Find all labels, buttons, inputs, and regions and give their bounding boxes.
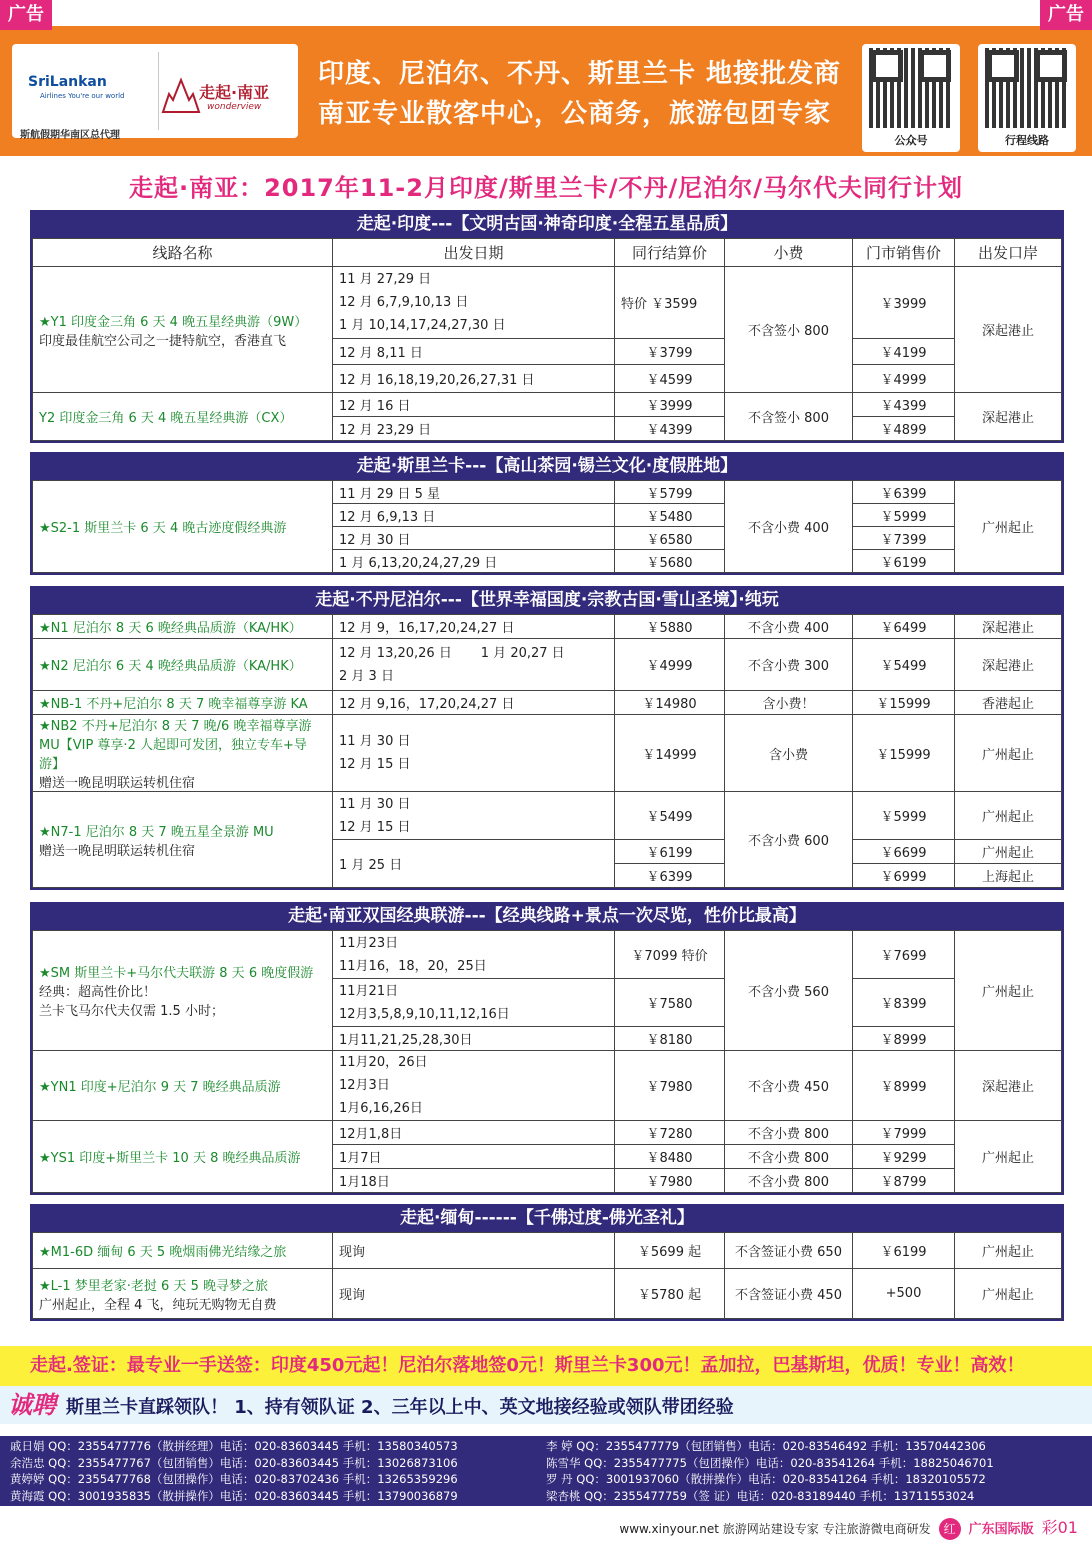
header-banner (0, 26, 1092, 156)
srilanka-table (32, 480, 1062, 573)
dates: 12 月 13,20,26 日 1 月 20,27 日 2 月 3 日 (333, 639, 615, 691)
retail: ￥7399 (853, 527, 955, 550)
retail: ￥4999 (853, 365, 955, 393)
route-sm: ★SM 斯里兰卡+马尔代夫联游 8 天 6 晚度假游 经典：超高性价比！ 兰卡飞马尔代夫仅需 1.5 小时； (33, 931, 333, 1051)
price: ￥5799 (615, 481, 725, 504)
date: 1月7日 (333, 1145, 615, 1169)
port: 深起港止 (955, 267, 1062, 393)
price: ￥5480 (615, 504, 725, 527)
retail: ￥8799 (853, 1169, 955, 1193)
date: 12 月 30 日 (333, 527, 615, 550)
route-nb2: ★NB2 不丹+尼泊尔 8 天 7 晚/6 晚幸福尊享游 MU【VIP 尊享·2 人起即可发团，独立专车+导游】 赠送一晚昆明联运转机住宿 (33, 715, 333, 792)
recruit-text: 斯里兰卡直踩领队！ 1、持有领队证 2、三年以上中、英文地接经验或领队带团经验 (66, 1397, 734, 1418)
retail: ￥6499 (853, 615, 955, 639)
col-date: 出发日期 (333, 239, 615, 267)
col-price: 同行结算价 (615, 239, 725, 267)
col-retail: 门市销售价 (853, 239, 955, 267)
date: 12 月 23,29 日 (333, 417, 615, 441)
retail: +500 (853, 1269, 955, 1319)
tip: 不含签小 800 (725, 393, 853, 441)
route-l1: ★L-1 梦里老家·老挝 6 天 5 晚寻梦之旅 广州起止，全程 4 飞，纯玩无购物无自费 (33, 1269, 333, 1319)
port: 上海起止 (955, 864, 1062, 888)
dates: 11 月 30 日 12 月 15 日 (333, 715, 615, 792)
contact-row: 黄婷婷 QQ：2355477768（包团操作）电话：020-83702436 手机：13265359296 罗 丹 QQ：3001937060（散拼操作）电话：020-83541264 手机：18320105572 (10, 1472, 986, 1486)
retail: ￥7699 (853, 931, 955, 979)
date: 12月1,8日 (333, 1121, 615, 1145)
retail: ￥4899 (853, 417, 955, 441)
date: 1 月 25 日 (333, 840, 615, 888)
section-nepal (30, 614, 1064, 890)
qr-code-routes[interactable] (978, 44, 1076, 152)
retail: ￥8999 (853, 1051, 955, 1121)
page-number: 彩01 (1041, 1518, 1078, 1537)
col-tip: 小费 (725, 239, 853, 267)
retail: ￥6199 (853, 550, 955, 573)
port: 广州起止 (955, 1121, 1062, 1193)
section-myanmar-title: 走起·缅甸------【千佛过度-佛光圣礼】 (30, 1204, 1064, 1232)
tagline (318, 54, 841, 134)
price: ￥7099 特价 (615, 931, 725, 979)
price: ￥5780 起 (615, 1269, 725, 1319)
tip: 不含小费 800 (725, 1145, 853, 1169)
retail: ￥15999 (853, 691, 955, 715)
dates: 11月20，26日 12月3日 1月6,16,26日 (333, 1051, 615, 1121)
brand-mark-icon: 红 (939, 1518, 961, 1540)
section-srilanka (30, 480, 1064, 575)
port: 广州起止 (955, 792, 1062, 840)
section-srilanka-title: 走起·斯里兰卡---【高山茶园·锡兰文化·度假胜地】 (30, 452, 1064, 480)
nepal-table (32, 614, 1062, 888)
section-india (30, 238, 1064, 443)
srilankan-name: SriLankan (28, 74, 107, 90)
price: ￥7280 (615, 1121, 725, 1145)
price: ￥14980 (615, 691, 725, 715)
section-india-title: 走起·印度---【文明古国·神奇印度·全程五星品质】 (30, 210, 1064, 238)
qr2-label: 行程线路 (1005, 134, 1049, 147)
date: 12 月 9,16，17,20,24,27 日 (333, 691, 615, 715)
price: ￥5680 (615, 550, 725, 573)
retail: ￥6999 (853, 864, 955, 888)
retail: ￥5999 (853, 792, 955, 840)
price: ￥5499 (615, 792, 725, 840)
route-n7-1: ★N7-1 尼泊尔 8 天 7 晚五星全景游 MU 赠送一晚昆明联运转机住宿 (33, 792, 333, 888)
dates: 11 月 27,29 日 12 月 6,7,9,10,13 日 1 月 10,14,17,24,27,30 日 (333, 267, 615, 339)
qr-code-wechat[interactable] (862, 44, 960, 152)
tip: 不含签小 800 (725, 267, 853, 393)
tip: 不含签证小费 650 (725, 1233, 853, 1269)
date: 12 月 16 日 (333, 393, 615, 417)
date: 12 月 6,9,13 日 (333, 504, 615, 527)
port: 广州起止 (955, 715, 1062, 792)
dates: 11月21日 12月3,5,8,9,10,11,12,16日 (333, 979, 615, 1027)
port: 香港起止 (955, 691, 1062, 715)
price: 特价 ￥3599 (615, 267, 725, 339)
price: ￥4599 (615, 365, 725, 393)
edition-label: 广东国际版 (968, 1522, 1034, 1537)
bottom-bar (0, 1510, 1092, 1546)
retail: ￥6199 (853, 1233, 955, 1269)
retail: ￥5999 (853, 504, 955, 527)
recruit-banner (0, 1386, 1092, 1424)
srilankan-agent: 斯航假期华南区总代理 (20, 130, 120, 141)
price: ￥6199 (615, 840, 725, 864)
tagline-line2: 南亚专业散客中心，公商务，旅游包团专家 (318, 99, 832, 129)
recruit-title: 诚聘 (8, 1391, 56, 1419)
route-y2: Y2 印度金三角 6 天 4 晚五星经典游（CX） (33, 393, 333, 441)
date: 11 月 29 日 5 星 (333, 481, 615, 504)
route-n2: ★N2 尼泊尔 6 天 4 晚经典品质游（KA/HK） (33, 639, 333, 691)
site-link[interactable]: www.xinyour.net 旅游网站建设专家 专注旅游微电商研发 (619, 1522, 931, 1536)
section-combo (30, 930, 1064, 1195)
port: 深起港止 (955, 1051, 1062, 1121)
ad-tag-right: 广告 (1040, 0, 1092, 30)
srilankan-sub: Airlines You're our world (40, 92, 125, 100)
tip: 不含小费 300 (725, 639, 853, 691)
port: 深起港止 (955, 639, 1062, 691)
route-n1: ★N1 尼泊尔 8 天 6 晚经典品质游（KA/HK） (33, 615, 333, 639)
tip: 不含小费 800 (725, 1169, 853, 1193)
contact-row: 余浩忠 QQ：2355477767（包团销售）电话：020-83603445 手机：13026873106 陈雪华 QQ：2355477775（包团操作）电话：020-83541264 手机：18825046701 (10, 1455, 994, 1470)
col-route: 线路名称 (33, 239, 333, 267)
srilankan-logo (20, 56, 150, 141)
date: 1月18日 (333, 1169, 615, 1193)
dates: 11月23日 11月16，18，20，25日 (333, 931, 615, 979)
tip: 不含小费 560 (725, 931, 853, 1051)
contacts-panel (0, 1436, 1092, 1506)
route-nb1: ★NB-1 不丹+尼泊尔 8 天 7 晚幸福尊享游 KA (33, 691, 333, 715)
section-combo-title: 走起·南亚双国经典联游---【经典线路+景点一次尽览，性价比最高】 (30, 902, 1064, 930)
dates: 11 月 30 日 12 月 15 日 (333, 792, 615, 840)
qr-icon (985, 48, 1069, 128)
ad-tag-left: 广告 (0, 0, 52, 30)
qr-icon (869, 48, 953, 128)
date: 1 月 6,13,20,24,27,29 日 (333, 550, 615, 573)
price: ￥6399 (615, 864, 725, 888)
retail: ￥9299 (853, 1145, 955, 1169)
route-yn1: ★YN1 印度+尼泊尔 9 天 7 晚经典品质游 (33, 1051, 333, 1121)
date: 1月11,21,25,28,30日 (333, 1027, 615, 1051)
price: ￥6580 (615, 527, 725, 550)
temple-icon (161, 74, 201, 114)
tip: 不含小费 400 (725, 481, 853, 573)
wonderview-logo (158, 52, 292, 130)
port: 深起港止 (955, 615, 1062, 639)
tip: 不含小费 800 (725, 1121, 853, 1145)
price: ￥8180 (615, 1027, 725, 1051)
date: 12 月 16,18,19,20,26,27,31 日 (333, 365, 615, 393)
tip: 不含小费 600 (725, 792, 853, 888)
port: 广州起止 (955, 840, 1062, 864)
price: ￥7580 (615, 979, 725, 1027)
tip: 含小费！ (725, 691, 853, 715)
retail: ￥7999 (853, 1121, 955, 1145)
retail: ￥6699 (853, 840, 955, 864)
tip: 含小费 (725, 715, 853, 792)
tip: 不含小费 450 (725, 1051, 853, 1121)
date: 现询 (333, 1269, 615, 1319)
retail: ￥8399 (853, 979, 955, 1027)
myanmar-table (32, 1232, 1062, 1319)
contact-row: 戚日娟 QQ：2355477776（散拼经理）电话：020-83603445 手机：13580340573 李 婷 QQ：2355477779（包团销售）电话：020-83546492 手机：13570442306 (10, 1439, 986, 1453)
port: 广州起止 (955, 1269, 1062, 1319)
tip: 不含签证小费 450 (725, 1269, 853, 1319)
route-y1: ★Y1 印度金三角 6 天 4 晚五星经典游（9W） 印度最佳航空公司之一捷特航空，香港直飞 (33, 267, 333, 393)
combo-table (32, 930, 1062, 1193)
price: ￥7980 (615, 1169, 725, 1193)
route-ys1: ★YS1 印度+斯里兰卡 10 天 8 晚经典品质游 (33, 1121, 333, 1193)
logo-panel (12, 44, 298, 141)
tip: 不含小费 400 (725, 615, 853, 639)
price: ￥5880 (615, 615, 725, 639)
section-myanmar (30, 1232, 1064, 1321)
retail: ￥3999 (853, 267, 955, 339)
retail: ￥6399 (853, 481, 955, 504)
tagline-line1: 印度、尼泊尔、不丹、斯里兰卡 地接批发商 (318, 59, 842, 89)
section-nepal-title: 走起·不丹尼泊尔---【世界幸福国度·宗教古国·雪山圣境】·纯玩 (30, 586, 1064, 614)
retail: ￥15999 (853, 715, 955, 792)
wonderview-en: wonderview (207, 102, 262, 112)
price: ￥7980 (615, 1051, 725, 1121)
port: 广州起止 (955, 481, 1062, 573)
price: ￥4999 (615, 639, 725, 691)
price: ￥3999 (615, 393, 725, 417)
date: 12 月 8,11 日 (333, 339, 615, 365)
retail: ￥4199 (853, 339, 955, 365)
date: 12 月 9，16,17,20,24,27 日 (333, 615, 615, 639)
retail: ￥5499 (853, 639, 955, 691)
date: 现询 (333, 1233, 615, 1269)
wonderview-name: 走起·南亚 (199, 83, 270, 102)
route-m1: ★M1-6D 缅甸 6 天 5 晚烟雨佛光结缘之旅 (33, 1233, 333, 1269)
price: ￥4399 (615, 417, 725, 441)
price: ￥5699 起 (615, 1233, 725, 1269)
retail: ￥8999 (853, 1027, 955, 1051)
price: ￥3799 (615, 339, 725, 365)
india-table (32, 238, 1062, 441)
page-title: 走起·南亚：2017年11-2月印度/斯里兰卡/不丹/尼泊尔/马尔代夫同行计划 (128, 174, 964, 202)
contact-row: 黄海霞 QQ：3001935835（散拼操作）电话：020-83603445 手机：13790036879 梁杏桃 QQ：2355477759（签 证）电话：020-83189440 手机：13711553024 (10, 1488, 975, 1503)
qr1-label: 公众号 (894, 134, 928, 147)
price: ￥8480 (615, 1145, 725, 1169)
port: 深起港止 (955, 393, 1062, 441)
port: 广州起止 (955, 1233, 1062, 1269)
route-s2-1: ★S2-1 斯里兰卡 6 天 4 晚古迹度假经典游 (33, 481, 333, 573)
col-port: 出发口岸 (955, 239, 1062, 267)
visa-banner: 走起.签证：最专业一手送签：印度450元起！尼泊尔落地签0元！斯里兰卡300元！孟加拉，巴基斯坦，优质！专业！高效！ (0, 1346, 1092, 1386)
price: ￥14999 (615, 715, 725, 792)
port: 广州起止 (955, 931, 1062, 1051)
retail: ￥4399 (853, 393, 955, 417)
